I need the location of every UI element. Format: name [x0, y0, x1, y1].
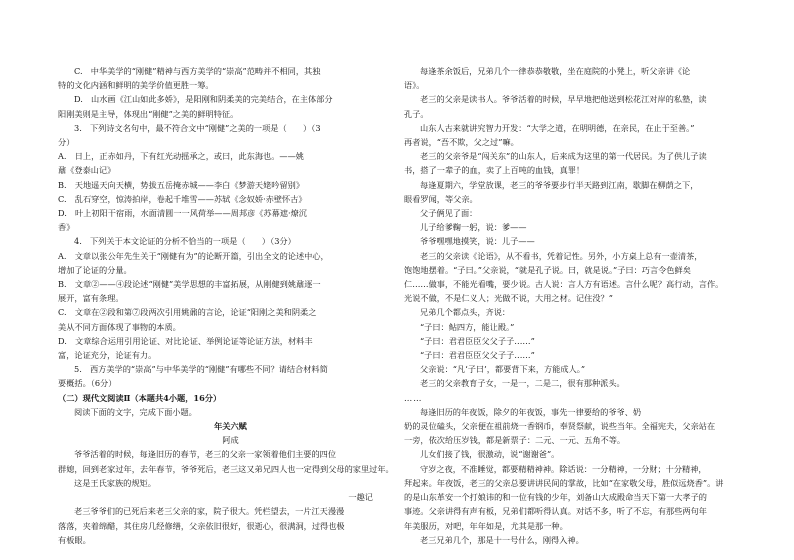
body-paragraph: 群媳，回到老家过年，去年春节，爷爷死后，老三这又弟兄四人也一定得到父母的家里过年。 [58, 463, 394, 474]
text-line: 香》 [58, 222, 75, 233]
story-title: 年关六赋 [214, 421, 247, 432]
text-line: 富，论证充分，论证有力。 [58, 350, 157, 361]
text-line: 老三的父亲是读书人。爷爷活着的时候，早早地把他送到松花江对岸的私塾，读 [420, 94, 707, 105]
text-line: D. 山水画《江山如此多娇》，是阳刚和阴柔美的完美结合，在主体部分 [74, 94, 333, 105]
body-paragraph: 这是王氏家族的规矩。 [74, 477, 156, 488]
text-line: C. 文章在②段和第⑦段两次引用姚鼐的言论，论证“阳刚之美和阴柔之 [58, 307, 317, 318]
text-line: 儿子给爹鞠一躬，说：爹—— [420, 222, 527, 233]
text-line: 鼐《登泰山记》 [58, 165, 116, 176]
text-line: 山东人古来就讲究智力开发：“大学之道，在明明德，在亲民，在止于至善。” [420, 122, 695, 133]
text-line: 3. 下列诗文名句中，最不符合文中“刚健”之美的一项是（ ）（3 [74, 122, 321, 133]
text-line: 增加了论证的分量。 [58, 264, 132, 275]
text-line: 老三兄弟几个，那是十一号什么，刚得入神。 [420, 534, 584, 545]
text-line: “子曰：君君臣臣父父子子……” [420, 350, 535, 361]
text-line: 书，搭了一辈子的血，卖了上百吨的血钱，真罪！ [404, 165, 585, 176]
left-column [58, 64, 403, 547]
text-line: 每逢茶余饭后，兄弟几个一律恭恭敬敬，坐在庭院的小凳上，听父亲讲《论 [420, 66, 691, 76]
text-line: 分） [58, 137, 75, 148]
text-line: D. 文章综合运用引用论证、对比论证、举例论证等论证方法，材料丰 [58, 335, 313, 346]
body-paragraph: 爷爷活着的时候，每逢旧历的春节，老三的父亲一家领着他们主要的四位 [74, 449, 337, 460]
text-line: 饱饱地摆着。“子曰。”父亲说，“就是孔子说。曰，就是说。”子曰：巧言令色鲜矣 [404, 264, 691, 275]
text-line: 语》。 [404, 80, 425, 91]
text-line: 爷爷嘿嘿地摸笑，说：儿子—— [420, 236, 535, 247]
text-line: 事迹。父亲讲得有声有板，兄弟们都听得认真。对话不多，听了不忘，有那些两句年 [404, 506, 707, 517]
text-line: B. 天地遥天向天横，势拔五岳掩赤城——李白《梦游天姥吟留别》 [58, 179, 305, 190]
text-line: 奶的灵位磕头，父亲便在祖前烧一香钢币，奉贤祭献，说些当年。全福宪夫，父亲站在 [404, 421, 716, 432]
instruction-text: 阅读下面的文字，完成下面小题。 [74, 406, 197, 417]
text-line: 5. 西方美学的“崇高”与中华美学的“刚健”有哪些不同？请结合材料简 [74, 364, 328, 375]
text-line: 每逢旧历的年夜饭，除夕的年夜饭，事先一律要给的爷爷、奶 [420, 406, 642, 417]
text-line: 眼看罗闻，等父亲。 [404, 193, 478, 204]
ellipsis-line: …… [404, 392, 423, 403]
text-line: 4. 下列关于本文论证的分析不恰当的一项是（ ）（3分） [74, 236, 296, 247]
text-line: “子曰：君君臣臣父父子子……” [420, 335, 535, 346]
story-author: 阿成 [222, 435, 239, 446]
text-line: 父子俩见了面： [420, 208, 478, 219]
text-line: 老三的父亲爷是“闯关东”的山东人，后来成为这里的第一代居民。为了供儿子读 [420, 151, 707, 162]
text-line: 要概括。（6分） [58, 378, 117, 389]
text-line: 兄弟几个都点头，齐说： [420, 307, 511, 318]
text-line: D. 叶上初阳干宿雨，水面清圆一一风荷举——周邦彦《苏幕遮·燎沉 [58, 208, 307, 219]
text-line: 特的文化内涵和鲜明的美学价值更胜一筹。 [58, 80, 214, 91]
text-line: A. 文章以张公年先生关于“刚健有为”的论断开篇，引出全文的论述中心， [58, 250, 329, 261]
text-line: 孔子。 [404, 108, 429, 119]
text-line: 拜起来。年夜饭，老三的父亲总要讲讲民间的掌故，比如“在家敬父母，胜似远烧香”。讲 [404, 477, 724, 488]
right-column [404, 64, 749, 547]
text-line: “子曰：鲇四方，能让殿。” [420, 321, 515, 332]
text-line: 父亲说：“凡‘子曰’，都要背下来，方能成人。” [420, 364, 586, 375]
text-line: 儿女们接了钱，很激动，说“谢谢爸”。 [420, 449, 560, 460]
text-line: 阳刚美则是主导，体现出“刚健”之美的鲜明特征。 [58, 108, 239, 119]
section-header: （二）现代文阅读Ⅱ（本题共4小题，16分） [58, 392, 222, 403]
text-line: 的是山东革安一个打娘讳的和一位有钱的少年，刘备山大成殿命当天下第一大孝子的 [404, 492, 707, 503]
text-line: 老三的父亲教育子女，一是一，二是二，很有那种派头。 [420, 378, 625, 389]
text-line: A. 日上，正赤如丹，下有红光动摇承之，或曰，此东海也。——姚 [58, 151, 304, 162]
body-paragraph: 老三爷爷们的已死后来老三父亲的家，院子很大。凭栏望去，一片江天漫漫 [74, 506, 345, 517]
body-paragraph: 落落，夹着绵醋，其住房几经修缮，父亲依旧很好，很逝心，很满洞，过得也极 [58, 520, 345, 531]
text-line: B. 文章②——④段论述“刚健”美学思想的丰富拓展，从刚健到姚鼐逐一 [58, 279, 321, 290]
text-line: 年美服历，对吧，年年如是，尤其是那一种。 [404, 520, 568, 531]
text-line: 仁……做事，不能光看嘴，要少说。古人说：言人方有语述。言什么呢？高行动，言作。 [404, 279, 724, 290]
text-line: 美从不同方面体现了事物的本质。 [58, 321, 181, 332]
text-line: 光说不做，不是仁义人；光做不说，大用之材。记住没？” [404, 293, 613, 304]
text-line: 守岁之夜，不准睡觉，都要精精神神。除话说：一分精神，一分财；十分精神， [420, 463, 707, 474]
text-line: 再者说，“吾不欺，父之过”嘛。 [404, 137, 519, 148]
body-paragraph: 有板眼。 [58, 534, 91, 545]
text-line: 一旁，依次给压岁钱，都是新票子：二元、一元、五角不等。 [404, 435, 626, 446]
sub-marker: 一趣记 [348, 492, 373, 503]
text-line: 每逢夏期六，学堂放课，老三的爷爷要步行半天路到江南，歇脚在柳荫之下， [420, 179, 699, 190]
text-line: 老三的父亲读《论语》，从不看书，凭着记性。另外，小方桌上总有一壶清茶， [420, 250, 703, 261]
text-line: C. 乱石穿空，惊涛拍岸，卷起千堆雪——苏轼《念奴娇·赤壁怀古》 [58, 193, 307, 204]
text-line: 展开，富有条理。 [58, 293, 124, 304]
text-line: C. 中华美学的“刚健”精神与西方美学的“崇高”范畴并不相同，其独 [74, 66, 321, 76]
